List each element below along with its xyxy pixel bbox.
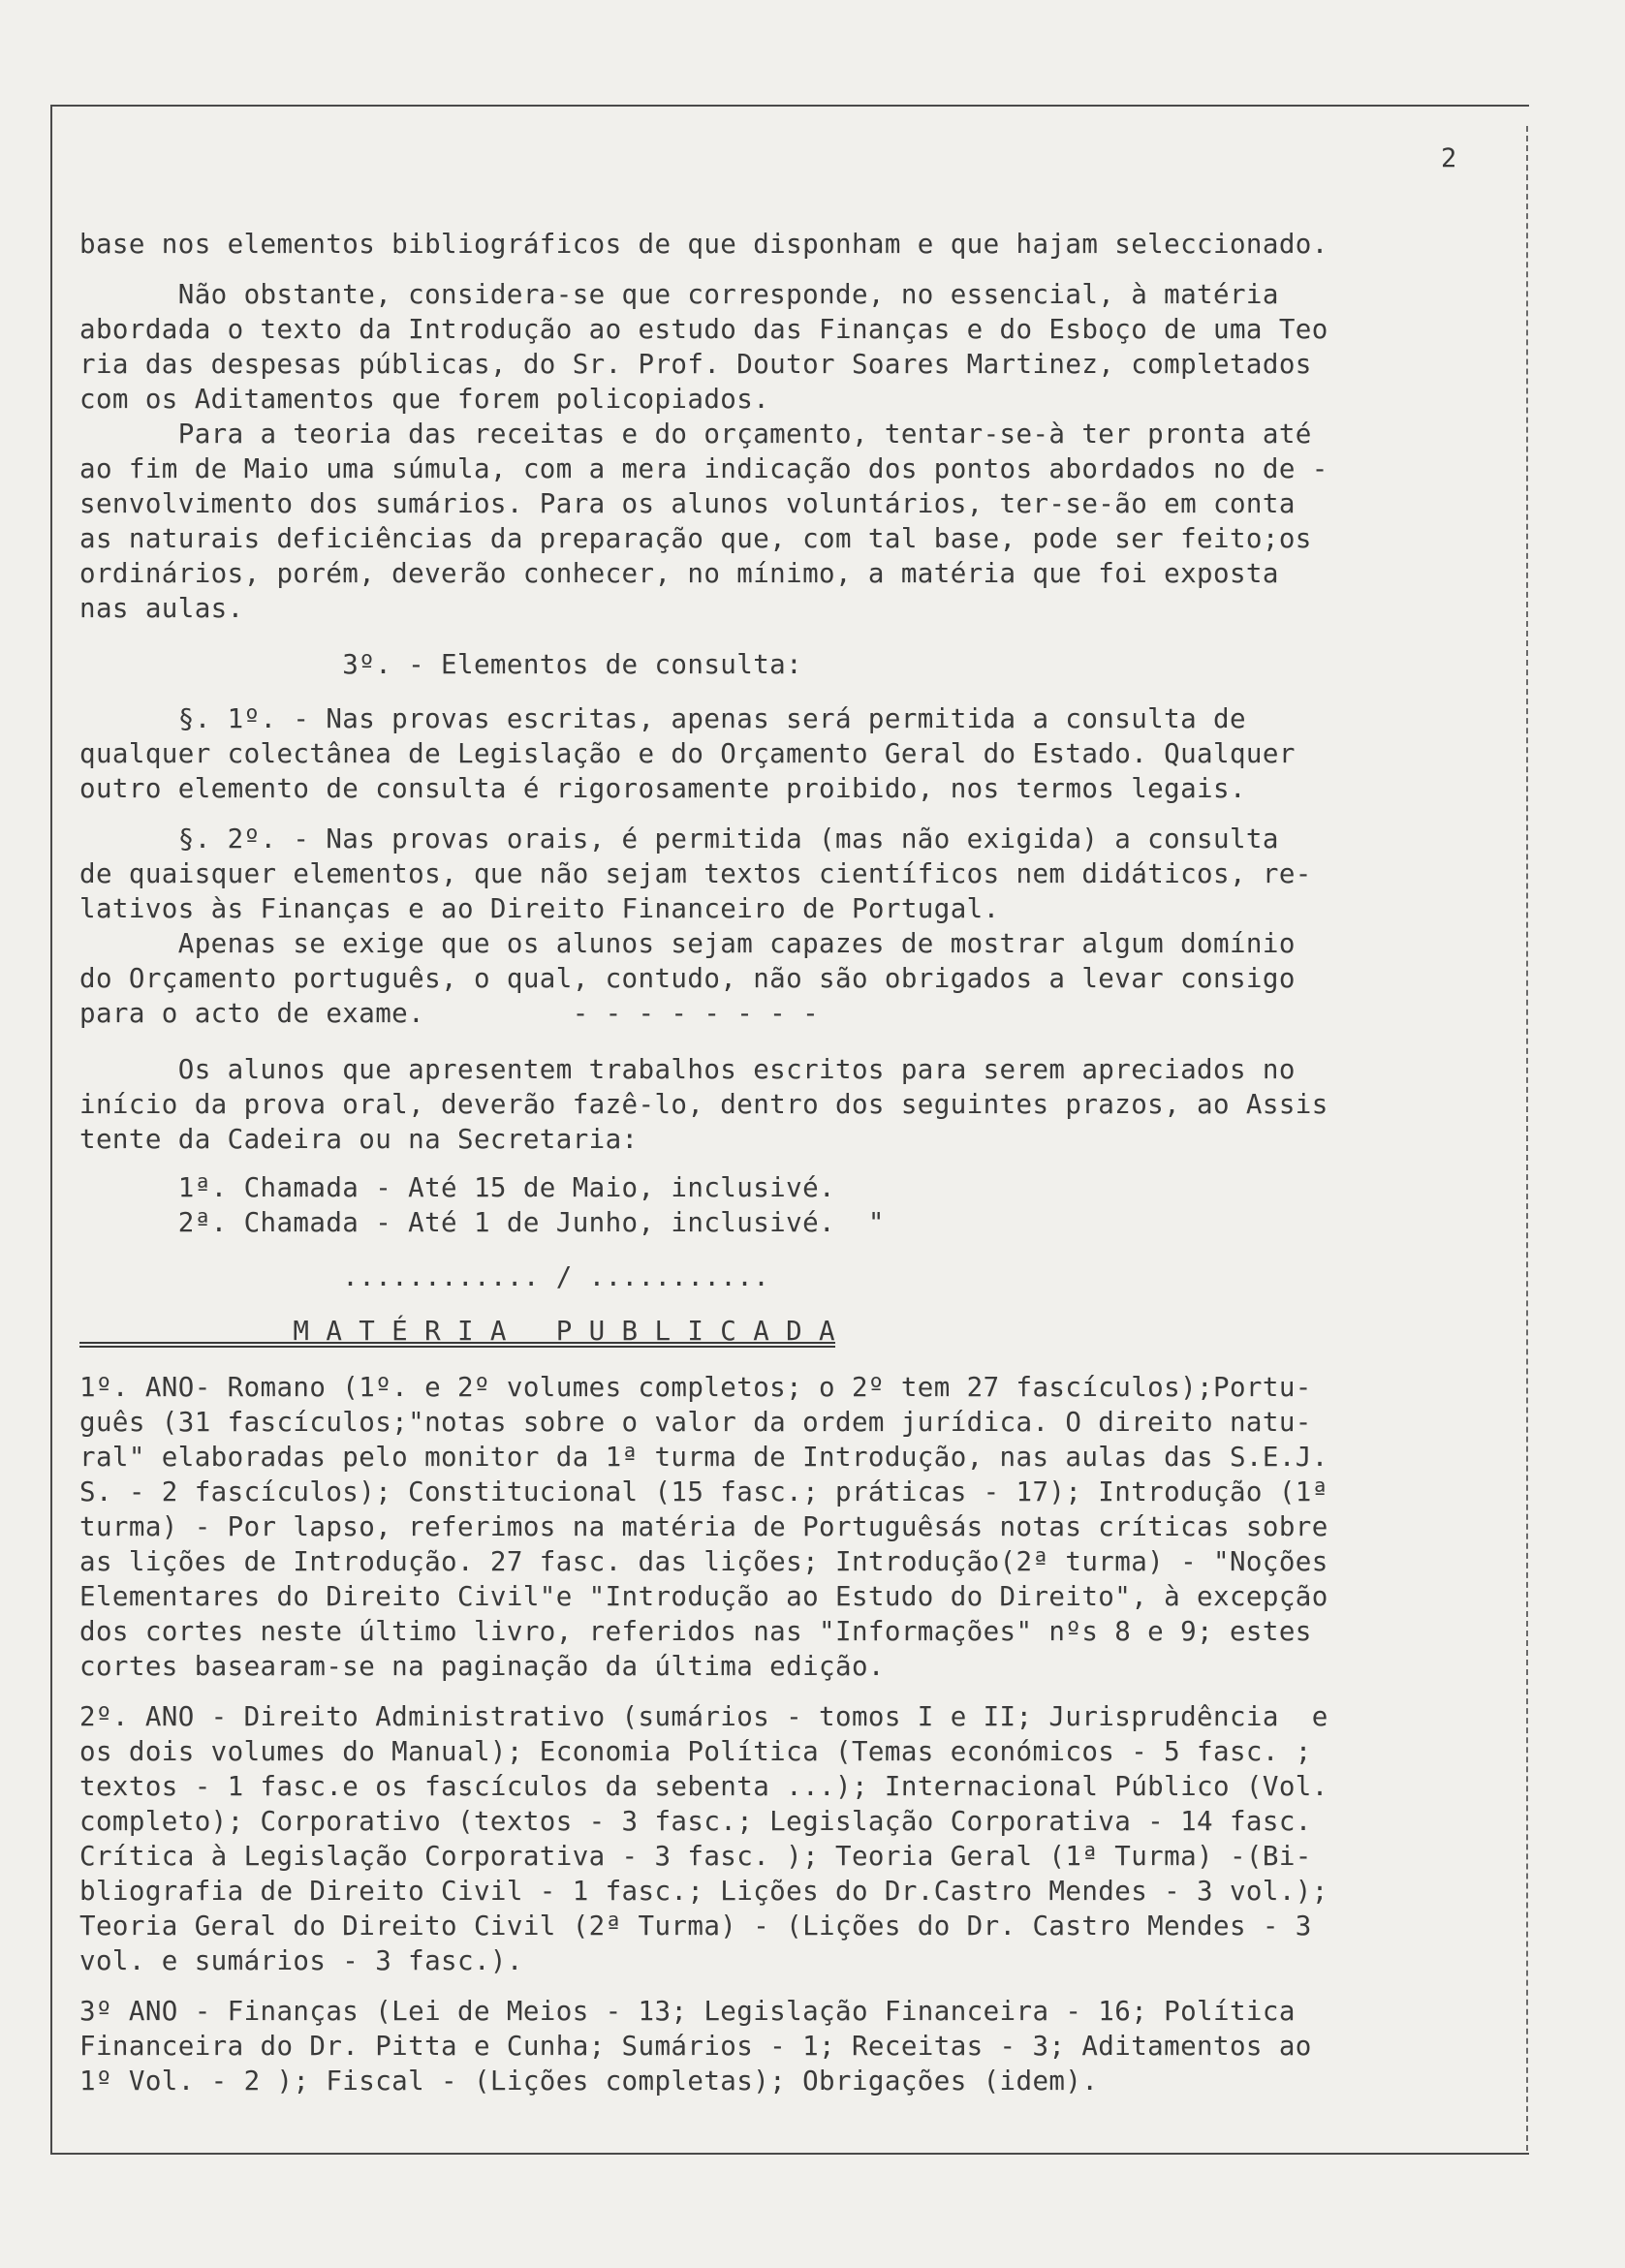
paragraph bbox=[79, 822, 1514, 1031]
paragraph bbox=[79, 1370, 1514, 1684]
text-line: Crítica à Legislação Corporativa - 3 fasc. ); Teoria Geral (1ª Turma) -(Bi- bbox=[79, 1841, 1312, 1872]
document-body bbox=[79, 211, 1514, 2098]
text-line: para o acto de exame. - - - - - - - - bbox=[79, 998, 820, 1029]
text-line: 1º Vol. - 2 ); Fiscal - (Lições completas); Obrigações (idem). bbox=[79, 2066, 1099, 2097]
text-line: Financeira do Dr. Pitta e Cunha; Sumários - 1; Receitas - 3; Aditamentos ao bbox=[79, 2031, 1312, 2062]
text-line: 2ª. Chamada - Até 1 de Junho, inclusivé. " bbox=[79, 1207, 885, 1238]
text-line: início da prova oral, deverão fazê-lo, dentro dos seguintes prazos, ao Assis bbox=[79, 1089, 1328, 1120]
text-line: cortes basearam-se na paginação da última edição. bbox=[79, 1651, 885, 1682]
text-line: ordinários, porém, deverão conhecer, no mínimo, a matéria que foi exposta bbox=[79, 558, 1279, 589]
text-line: lativos às Finanças e ao Direito Financeiro de Portugal. bbox=[79, 893, 1000, 924]
paragraph bbox=[79, 1314, 1514, 1349]
text-line: turma) - Por lapso, referimos na matéria de Portuguêsás notas críticas sobre bbox=[79, 1511, 1328, 1542]
text-line: S. - 2 fascículos); Constitucional (15 fasc.; práticas - 17); Introdução (1ª bbox=[79, 1476, 1328, 1507]
text-line: Teoria Geral do Direito Civil (2ª Turma) - (Lições do Dr. Castro Mendes - 3 bbox=[79, 1911, 1312, 1942]
text-line: 1º. ANO- Romano (1º. e 2º volumes completos; o 2º tem 27 fascículos);Portu- bbox=[79, 1372, 1312, 1403]
text-line: outro elemento de consulta é rigorosamente proibido, nos termos legais. bbox=[79, 773, 1246, 804]
text-line: qualquer colectânea de Legislação e do Orçamento Geral do Estado. Qualquer bbox=[79, 738, 1296, 769]
paragraph bbox=[79, 647, 1514, 682]
text-line: Os alunos que apresentem trabalhos escritos para serem apreciados no bbox=[79, 1054, 1296, 1085]
text-line: de quaisquer elementos, que não sejam textos científicos nem didáticos, re- bbox=[79, 858, 1312, 889]
text-line: dos cortes neste último livro, referidos nas "Informações" nºs 8 e 9; estes bbox=[79, 1616, 1312, 1647]
text-line: M A T É R I A P U B L I C A D A bbox=[79, 1316, 835, 1347]
text-line: Elementares do Direito Civil"e "Introdução ao Estudo do Direito", à excepção bbox=[79, 1581, 1328, 1612]
text-line: tente da Cadeira ou na Secretaria: bbox=[79, 1124, 639, 1155]
right-margin-rule bbox=[1526, 126, 1528, 2151]
text-line: 2º. ANO - Direito Administrativo (sumários - tomos I e II; Jurisprudência e bbox=[79, 1701, 1328, 1732]
text-line: as lições de Introdução. 27 fasc. das lições; Introdução(2ª turma) - "Noções bbox=[79, 1546, 1328, 1577]
text-line: ral" elaboradas pelo monitor da 1ª turma de Introdução, nas aulas das S.E.J. bbox=[79, 1442, 1328, 1473]
text-line: senvolvimento dos sumários. Para os alunos voluntários, ter-se-ão em conta bbox=[79, 488, 1296, 519]
text-line: base nos elementos bibliográficos de que disponham e que hajam seleccionado. bbox=[79, 229, 1328, 260]
text-line: 3º. - Elementos de consulta: bbox=[79, 649, 803, 680]
paragraph bbox=[79, 1052, 1514, 1157]
text-line: do Orçamento português, o qual, contudo, não são obrigados a levar consigo bbox=[79, 963, 1296, 994]
text-line: ria das despesas públicas, do Sr. Prof. Doutor Soares Martinez, completados bbox=[79, 349, 1312, 380]
text-line: §. 2º. - Nas provas orais, é permitida (mas não exigida) a consulta bbox=[79, 823, 1279, 854]
page-number: 2 bbox=[1441, 143, 1457, 173]
text-line: bliografia de Direito Civil - 1 fasc.; Lições do Dr.Castro Mendes - 3 vol.); bbox=[79, 1876, 1328, 1907]
text-line: com os Aditamentos que forem policopiados. bbox=[79, 384, 770, 415]
text-line: ............ / ........... bbox=[79, 1261, 770, 1292]
text-line: as naturais deficiências da preparação que, com tal base, pode ser feito;os bbox=[79, 523, 1312, 554]
paragraph bbox=[79, 1699, 1514, 1978]
text-line: Não obstante, considera-se que corresponde, no essencial, à matéria bbox=[79, 279, 1279, 310]
paragraph bbox=[79, 701, 1514, 806]
text-line: Apenas se exige que os alunos sejam capazes de mostrar algum domínio bbox=[79, 928, 1296, 959]
text-line: os dois volumes do Manual); Economia Política (Temas económicos - 5 fasc. ; bbox=[79, 1736, 1312, 1767]
paragraph bbox=[79, 227, 1514, 262]
paragraph bbox=[79, 1259, 1514, 1294]
text-line: Para a teoria das receitas e do orçamento, tentar-se-à ter pronta até bbox=[79, 419, 1312, 450]
text-line: ao fim de Maio uma súmula, com a mera indicação dos pontos abordados no de - bbox=[79, 453, 1328, 484]
text-line: completo); Corporativo (textos - 3 fasc.; Legislação Corporativa - 14 fasc. bbox=[79, 1806, 1312, 1837]
text-line: 3º ANO - Finanças (Lei de Meios - 13; Legislação Financeira - 16; Política bbox=[79, 1996, 1296, 2027]
text-line: vol. e sumários - 3 fasc.). bbox=[79, 1945, 523, 1976]
paragraph bbox=[79, 1994, 1514, 2098]
text-line: guês (31 fascículos;"notas sobre o valor da ordem jurídica. O direito natu- bbox=[79, 1407, 1312, 1438]
text-line: 1ª. Chamada - Até 15 de Maio, inclusivé. bbox=[79, 1172, 835, 1203]
paragraph bbox=[79, 1170, 1514, 1240]
text-line: textos - 1 fasc.e os fascículos da sebenta ...); Internacional Público (Vol. bbox=[79, 1771, 1328, 1802]
text-line: §. 1º. - Nas provas escritas, apenas será permitida a consulta de bbox=[79, 703, 1246, 734]
text-line: abordada o texto da Introdução ao estudo das Finanças e do Esboço de uma Teo bbox=[79, 314, 1328, 345]
paragraph bbox=[79, 277, 1514, 626]
text-line: nas aulas. bbox=[79, 593, 244, 624]
